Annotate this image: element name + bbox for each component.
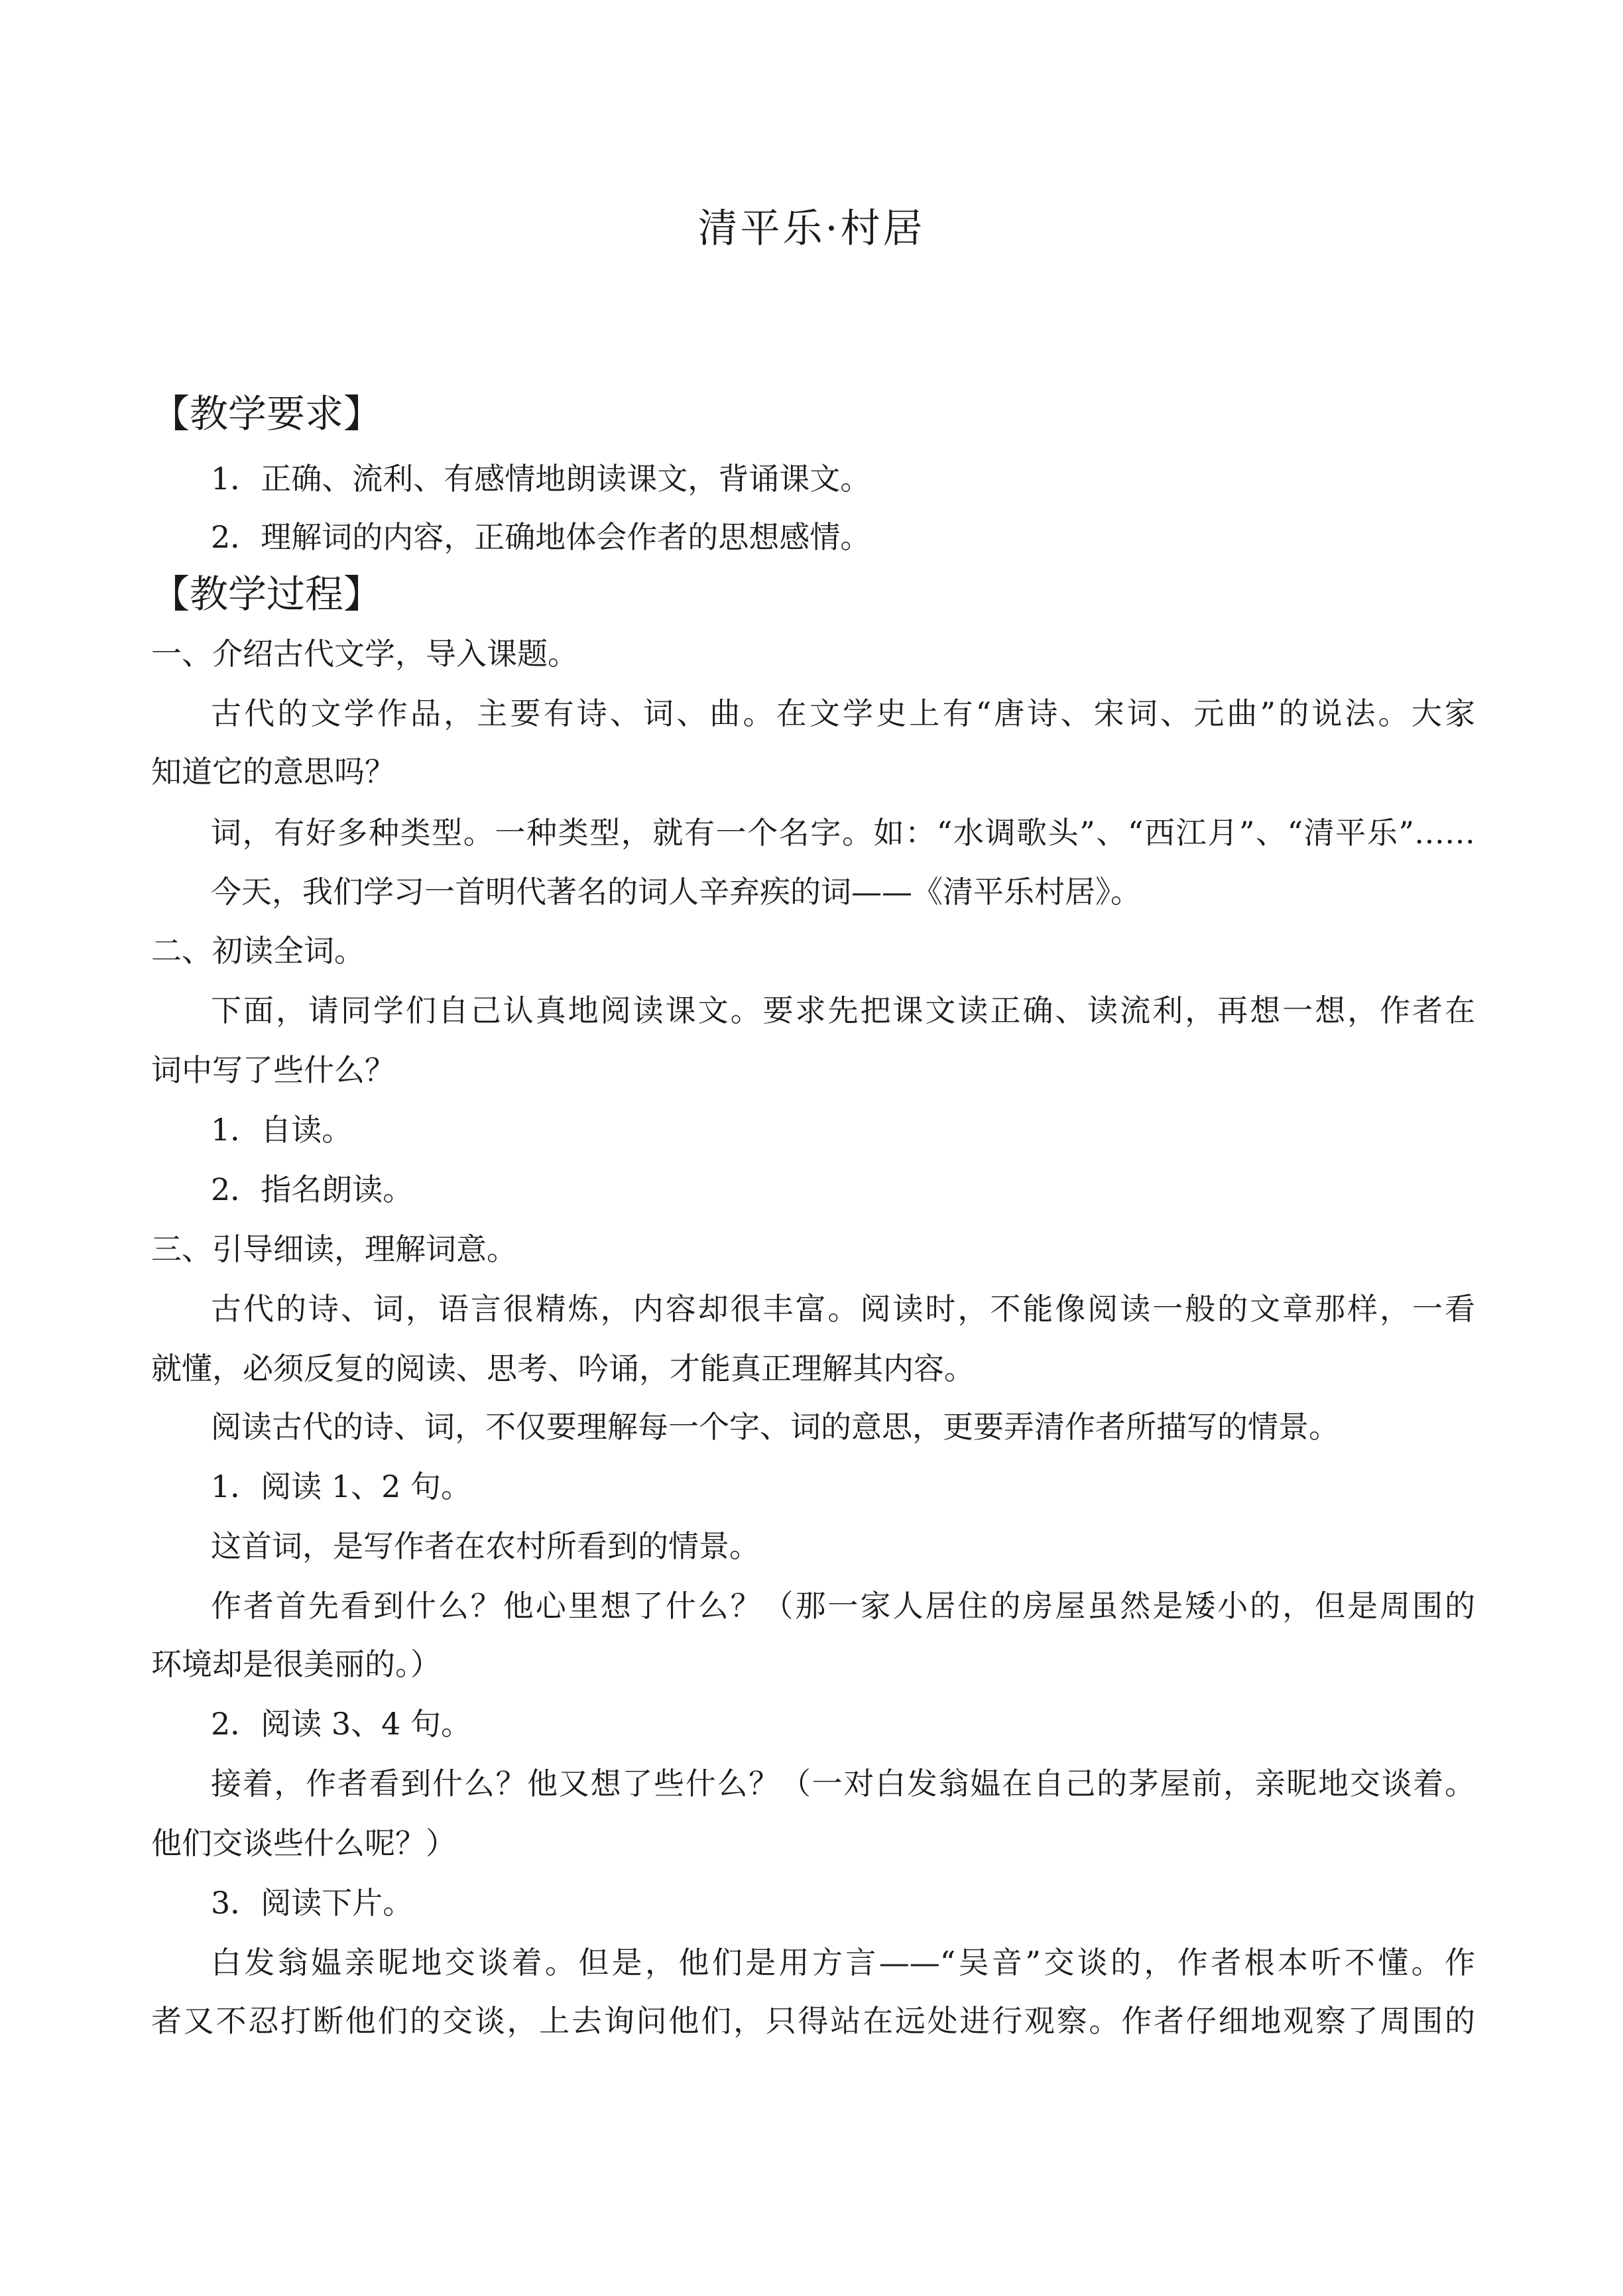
paragraph-line: 环境却是很美丽的。） [151,1646,441,1682]
section-subheading: 一、介绍古代文学，导入课题。 [151,636,578,672]
requirement-item: 2．理解词的内容，正确地体会作者的思想感情。 [211,519,871,555]
paragraph-line: 白发翁媪亲昵地交谈着。但是，他们是用方言——“吴音”交谈的，作者根本听不懂。作 [211,1945,1475,1980]
paragraph-line: 就懂，必须反复的阅读、思考、吟诵，才能真正理解其内容。 [151,1351,975,1386]
paragraph-line: 知道它的意思吗？ [151,754,395,790]
document-title: 清平乐·村居 [697,206,926,252]
section-heading-process: 【教学过程】 [151,572,383,617]
requirement-item: 1．正确、流利、有感情地朗读课文，背诵课文。 [211,461,871,497]
paragraph-line: 古代的诗、词，语言很精炼，内容却很丰富。阅读时，不能像阅读一般的文章那样，一看 [211,1291,1475,1327]
section-heading-requirements: 【教学要求】 [151,391,383,436]
paragraph-line: 作者首先看到什么？他心里想了什么？（那一家人居住的房屋虽然是矮小的，但是周围的 [211,1588,1475,1624]
section-subheading: 二、初读全词。 [151,933,365,969]
paragraph-line: 古代的文学作品，主要有诗、词、曲。在文学史上有“唐诗、宋词、元曲”的说法。大家 [211,695,1475,731]
list-item: 1．自读。 [211,1112,353,1148]
list-item: 2．指名朗读。 [211,1172,414,1207]
paragraph-line: 阅读古代的诗、词，不仅要理解每一个字、词的意思，更要弄清作者所描写的情景。 [211,1409,1339,1445]
paragraph-line: 词中写了些什么？ [151,1052,395,1088]
paragraph-line: 者又不忍打断他们的交谈，上去询问他们，只得站在远处进行观察。作者仔细地观察了周围的 [151,2003,1475,2039]
paragraph-line: 下面，请同学们自己认真地阅读课文。要求先把课文读正确、读流利，再想一想，作者在 [211,993,1475,1028]
paragraph-line: 今天，我们学习一首明代著名的词人辛弃疾的词——《清平乐村居》。 [211,874,1141,910]
list-item: 3．阅读下片。 [211,1885,414,1921]
paragraph-line: 这首词，是写作者在农村所看到的情景。 [211,1528,760,1564]
list-item: 2．阅读 3、4 句。 [211,1706,472,1742]
paragraph-line: 词，有好多种类型。一种类型，就有一个名字。如：“水调歌头”、“西江月”、“清平乐”…… [211,815,1475,851]
list-item: 1．阅读 1、2 句。 [211,1469,472,1504]
paragraph-line: 接着，作者看到什么？他又想了些什么？（一对白发翁媪在自己的茅屋前，亲昵地交谈着。 [211,1766,1475,1801]
section-subheading: 三、引导细读，理解词意。 [151,1231,517,1267]
paragraph-line: 他们交谈些什么呢？） [151,1825,456,1861]
